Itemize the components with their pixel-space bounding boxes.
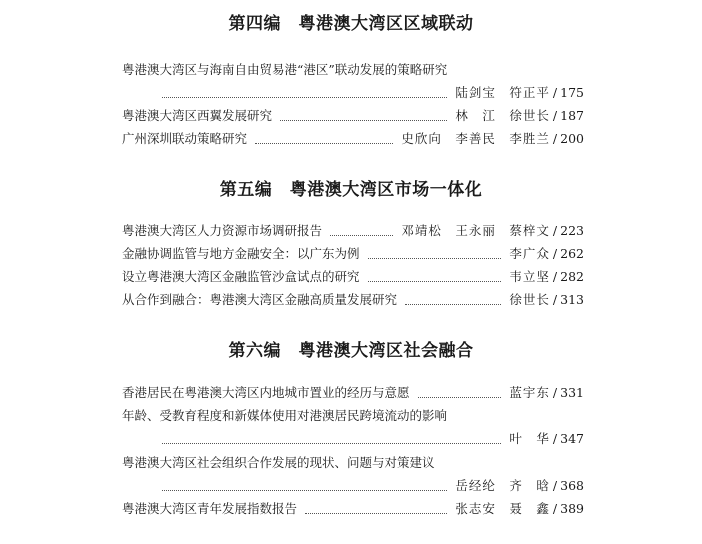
entry-title: 年龄、受教育程度和新媒体使用对港澳居民跨境流动的影响 bbox=[122, 408, 448, 423]
entry-page: 368 bbox=[560, 478, 584, 493]
entry-authors: 张志安 聂 鑫 bbox=[455, 501, 550, 516]
entry-authors: 史欣向 李善民 李胜兰 bbox=[401, 131, 550, 146]
entry-page: 175 bbox=[560, 85, 584, 100]
toc-entry[interactable] bbox=[122, 106, 584, 126]
entry-title: 粤港澳大湾区与海南自由贸易港“港区”联动发展的策略研究 bbox=[122, 62, 448, 77]
toc-entry[interactable] bbox=[122, 290, 584, 310]
entry-title: 粤港澳大湾区青年发展指数报告 bbox=[122, 501, 298, 516]
section-5-title: 第五编 粤港澳大湾区市场一体化 bbox=[219, 180, 483, 200]
entry-title: 粤港澳大湾区人力资源市场调研报告 bbox=[122, 223, 323, 238]
separator: / bbox=[552, 108, 558, 123]
section-6-title: 第六编 粤港澳大湾区社会融合 bbox=[228, 341, 474, 361]
leader-dots bbox=[368, 272, 502, 282]
entry-title: 设立粤港澳大湾区金融监管沙盒试点的研究 bbox=[122, 269, 360, 284]
leader-dots bbox=[405, 295, 501, 305]
separator: / bbox=[552, 431, 558, 446]
separator: / bbox=[552, 501, 558, 516]
separator: / bbox=[552, 223, 558, 238]
entry-page: 282 bbox=[560, 269, 584, 284]
entry-title: 从合作到融合：粤港澳大湾区金融高质量发展研究 bbox=[122, 292, 398, 307]
section-4-title: 第四编 粤港澳大湾区区域联动 bbox=[228, 14, 474, 34]
toc-entry[interactable] bbox=[122, 267, 584, 287]
entry-title: 粤港澳大湾区西翼发展研究 bbox=[122, 108, 273, 123]
entry-authors: 岳经纶 齐 晗 bbox=[455, 478, 550, 493]
leader-dots bbox=[280, 111, 447, 121]
toc-entry[interactable] bbox=[122, 244, 584, 264]
separator: / bbox=[552, 385, 558, 400]
entry-title: 香港居民在粤港澳大湾区内地城市置业的经历与意愿 bbox=[122, 385, 410, 400]
entry-authors: 李广众 bbox=[509, 246, 550, 261]
entry-authors: 陆剑宝 符正平 bbox=[455, 85, 550, 100]
separator: / bbox=[552, 292, 558, 307]
entry-page: 389 bbox=[560, 501, 584, 516]
toc-entry[interactable] bbox=[122, 221, 584, 241]
toc-entry[interactable] bbox=[122, 499, 584, 519]
entry-page: 187 bbox=[560, 108, 584, 123]
entry-authors: 邓靖松 王永丽 蔡梓文 bbox=[401, 223, 550, 238]
toc-entry[interactable] bbox=[122, 129, 584, 149]
entry-authors: 叶 华 bbox=[509, 431, 550, 446]
separator: / bbox=[552, 85, 558, 100]
leader-dots bbox=[418, 388, 502, 398]
entry-authors: 韦立坚 bbox=[509, 269, 550, 284]
leader-dots bbox=[330, 226, 393, 236]
leader-dots bbox=[162, 434, 501, 444]
entry-page: 313 bbox=[560, 292, 584, 307]
leader-dots bbox=[305, 504, 447, 514]
entry-page: 200 bbox=[560, 131, 584, 146]
leader-dots bbox=[255, 134, 393, 144]
entry-authors: 徐世长 bbox=[509, 292, 550, 307]
entry-page: 223 bbox=[560, 223, 584, 238]
separator: / bbox=[552, 269, 558, 284]
entry-title: 粤港澳大湾区社会组织合作发展的现状、问题与对策建议 bbox=[122, 455, 435, 470]
entry-authors: 林 江 徐世长 bbox=[455, 108, 550, 123]
leader-dots bbox=[368, 249, 502, 259]
entry-page: 331 bbox=[560, 385, 584, 400]
entry-title: 广州深圳联动策略研究 bbox=[122, 131, 248, 146]
toc-entry[interactable] bbox=[122, 383, 584, 403]
leader-dots bbox=[162, 481, 447, 491]
entry-title: 金融协调监管与地方金融安全：以广东为例 bbox=[122, 246, 360, 261]
entry-page: 262 bbox=[560, 246, 584, 261]
separator: / bbox=[552, 478, 558, 493]
leader-dots bbox=[162, 88, 447, 98]
separator: / bbox=[552, 246, 558, 261]
entry-authors: 蓝宇东 bbox=[509, 385, 550, 400]
entry-page: 347 bbox=[560, 431, 584, 446]
separator: / bbox=[552, 131, 558, 146]
